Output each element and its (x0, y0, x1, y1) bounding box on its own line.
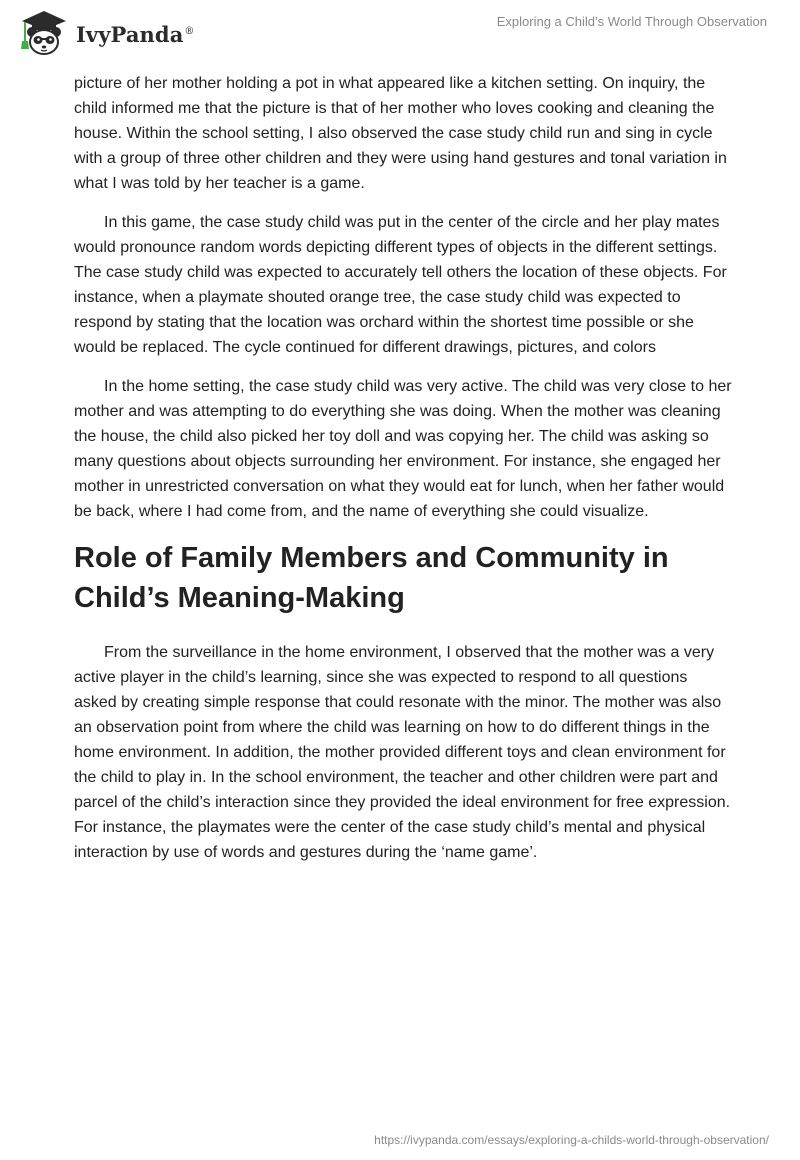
document-title: Exploring a Child’s World Through Observation (496, 14, 767, 29)
brand-name: IvyPanda® (76, 21, 195, 47)
paragraph-continued: picture of her mother holding a pot in what appeared like a kitchen setting. On inquiry, the child informed me that the picture is that of her mother who loves cooking and cleaning the house. Within the school setting, I also observed the case study child run and sing in cycle with a group of three other children and they were using hand gestures and tonal variation in what I was told by her teacher is a game. (74, 75, 727, 192)
registered-mark: ® (184, 25, 195, 37)
panda-graduate-icon (14, 8, 70, 58)
ivypanda-logo[interactable] (14, 8, 195, 58)
essay-content (74, 71, 734, 879)
source-url[interactable]: https://ivypanda.com/essays/exploring-a-childs-world-through-observation/ (374, 1133, 769, 1147)
section-heading: Role of Family Members and Community in Child’s Meaning-Making (74, 542, 669, 614)
paragraph: In the home setting, the case study child was very active. The child was very close to her mother and was attempting to do everything she was doing. When the mother was cleaning the house, the child also picked her toy doll and was copying her. The child was asking so many questions about objects surrounding her environment. For instance, she engaged her mother in unrestricted conversation on what they would eat for lunch, when her father would be back, where I had come from, and the name of everything she could visualize. (74, 378, 732, 520)
paragraph: In this game, the case study child was put in the center of the circle and her play mates would pronounce random words depicting different types of objects in the different settings. The case study child was expected to accurately tell others the location of these objects. For instance, when a playmate shouted orange tree, the case study child was expected to respond by stating that the location was orchard within the shortest time possible or she would be replaced. The cycle continued for different drawings, pictures, and colors (74, 214, 727, 356)
paragraph: From the surveillance in the home environment, I observed that the mother was a very active player in the child’s learning, since she was expected to respond to all questions asked by creating simple response that could resonate with the minor. The mother was also an observation point from where the child was learning on how to do different things in the home environment. In addition, the mother provided different toys and clean environment for the child to play in. In the school environment, the teacher and other children were part and parcel of the child’s interaction since they provided the ideal environment for free expression. For instance, the playmates were the center of the case study child’s mental and physical interaction by use of words and gestures during the ‘name game’. (74, 644, 731, 861)
page-header (0, 0, 800, 70)
